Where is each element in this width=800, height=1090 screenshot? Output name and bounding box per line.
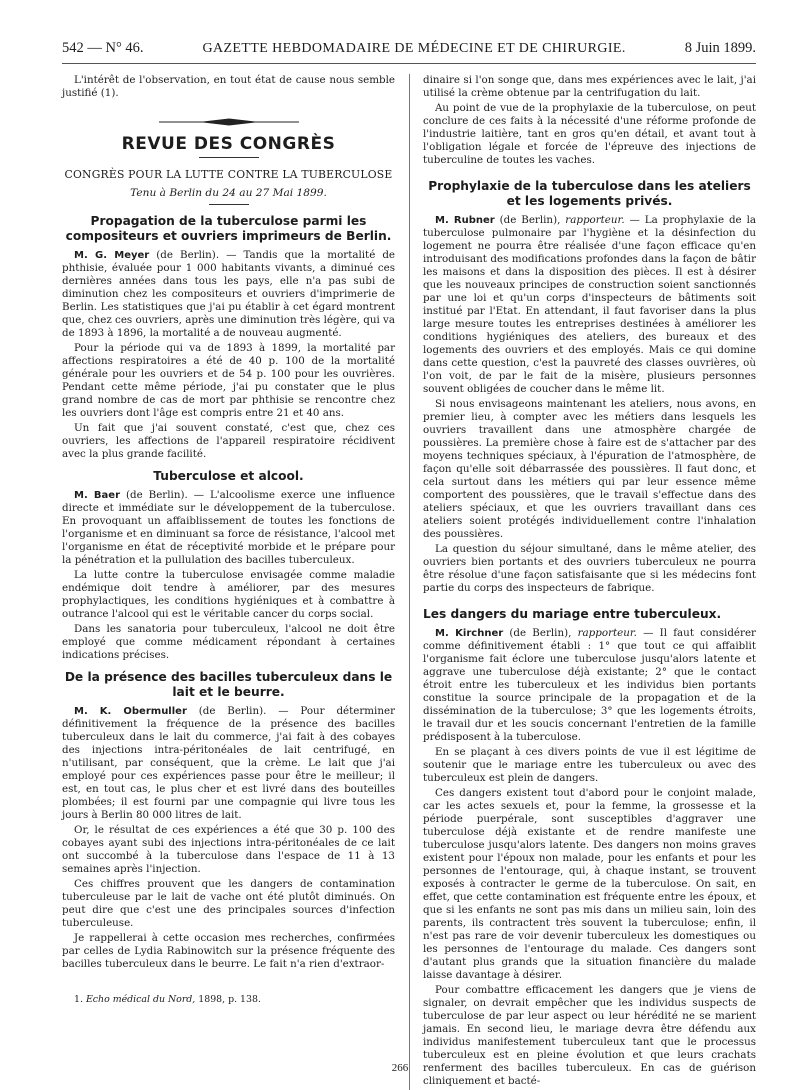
congress-rule xyxy=(209,204,249,205)
author-name: M. K. Obermuller xyxy=(74,706,187,717)
footnote-reference: 1898, p. 138. xyxy=(198,994,261,1005)
article-title-mariage: Les dangers du mariage entre tuberculeux. xyxy=(423,607,722,621)
paragraph-text: — Il faut considérer comme définitivement établi : 1° que tout ce qui affaiblit l'organisme fait éclore une tuberculose jusqu'alors latente et aggrave une tuberculose déjà existante; 2° que le contact étroit entre les tuberculeux et les individus bien portants constitue la source principale de la propagation et de la dissémination de la tuberculose; 3° que les logements étroits, le travail dur et les soucis concernant l'entretien de la famille prédisposent à la tuberculose. xyxy=(423,627,756,743)
article-paragraph: Dans les sanatoria pour tuberculeux, l'alcool ne doit être employé que comme médicament répondant à certaines indications précises. xyxy=(62,623,395,661)
continued-paragraph: dinaire si l'on songe que, dans mes expériences avec le lait, j'ai utilisé la crème obtenue par la centrifugation du lait. xyxy=(423,74,756,99)
heading-rule xyxy=(199,157,259,158)
article-title-prophylaxie: Prophylaxie de la tuberculose dans les ateliers et les logements privés. xyxy=(428,179,751,208)
footnote-number: 1. xyxy=(74,994,83,1005)
article-title-propagation: Propagation de la tuberculose parmi les compositeurs et ouvriers imprimeurs de Berlin. xyxy=(65,214,392,243)
article-paragraph: La question du séjour simultané, dans le même atelier, des ouvriers bien portants et des ouvriers tuberculeux ne pourra être résolue d'une façon satisfaisante que si les médecins font partie du corps des inspecteurs de fabrique. xyxy=(423,543,756,594)
article-paragraph: Pour la période qui va de 1893 à 1899, la mortalité par affections respiratoires a été de 40 p. 100 de la mortalité générale pour les ouvriers et de 54 p. 100 pour les ouvrières. Pendant cette même période, j'ai pu constater que le plus grand nombre de cas de mort par phthisie se rencontre chez les ouvriers dont l'âge est compris entre 21 et 40 ans. xyxy=(62,342,395,419)
article-paragraph: Or, le résultat de ces expériences a été que 30 p. 100 des cobayes ayant subi des injections intra-péritonéales de ce lait ont succombé à la tuberculose dans l'espace de 11 à 13 semaines après l'injection. xyxy=(62,824,395,875)
ornament-rule-icon xyxy=(159,118,299,126)
article-paragraph: Un fait que j'ai souvent constaté, c'est que, chez ces ouvriers, les affections de l'appareil respiratoire récidivent avec la plus grande facilité. xyxy=(62,422,395,460)
congress-title: CONGRÈS POUR LA LUTTE CONTRE LA TUBERCULOSE xyxy=(64,168,393,181)
author-name: M. Rubner xyxy=(435,215,495,226)
author-name: M. Baer xyxy=(74,490,121,501)
paragraph-text: (de Berlin). — L'alcoolisme exerce une influence directe et immédiate sur le développement de la tuberculose. En provoquant un affaiblissement de toutes les fonctions de l'organisme et en diminuant sa force de résistance, l'alcool met l'organisme en état de réceptivité morbide et le prépare pour la pénétration et la pullulation des bacilles tuberculeux. xyxy=(62,489,395,566)
article-paragraph xyxy=(62,489,395,567)
article-paragraph xyxy=(62,705,395,822)
two-column-body xyxy=(62,74,756,1090)
ornament-divider xyxy=(62,118,395,126)
congress-dates: Tenu à Berlin du 24 au 27 Mai 1899. xyxy=(130,187,327,199)
left-column xyxy=(62,74,395,1090)
running-header xyxy=(62,40,756,64)
author-role: rapporteur. xyxy=(577,627,637,639)
header-page-issue: 542 — N° 46. xyxy=(62,40,144,56)
article-paragraph: Ces chiffres prouvent que les dangers de contamination tuberculeuse par le lait de vache ont été plutôt diminués. On peut dire que c'est une des principales sources d'infection tuberculeuse. xyxy=(62,878,395,929)
article-paragraph: Pour combattre efficacement les dangers que je viens de signaler, on devrait empêcher que les individus suspects de tuberculose de par leur aspect ou leur hérédité ne se marient jamais. En second lieu, le mariage devra être défendu aux individus manifestement tuberculeux tant que le processus tuberculeux est en pleine évolution et que leurs crachats renferment des bacilles tuberculeux. En cas de guérison cliniquement et bacté- xyxy=(423,984,756,1087)
article-paragraph: Ces dangers existent tout d'abord pour le conjoint malade, car les actes sexuels et, pour la femme, la grossesse et la période puerpérale, sont susceptibles d'aggraver une tuberculose déjà existante et de rendre manifeste une tuberculose jusqu'alors latente. Des dangers non moins graves existent pour l'époux non malade, pour les enfants et pour les personnes de l'entourage, qui, à chaque instant, se trouvent exposés à contracter le germe de la tuberculose. On sait, en effet, que cette contamination est fréquente entre les époux, et que si les enfants ne sont pas mis dans un milieu sain, loin des parents, ils contractent très souvent la tuberculose; enfin, il n'est pas rare de voir devenir tuberculeux les domestiques ou les personnes de l'entourage du malade. Ces dangers sont d'autant plus grands que la situation financière du malade laisse davantage à désirer. xyxy=(423,787,756,981)
intro-paragraph: L'intérêt de l'observation, en tout état de cause nous semble justifié (1). xyxy=(62,74,395,99)
article-paragraph: Je rappellerai à cette occasion mes recherches, confirmées par celles de Lydia Rabinowitch sur la présence fréquente des bacilles tuberculeux dans le beurre. Le fait n'a rien d'extraor- xyxy=(62,932,395,970)
article-paragraph: Au point de vue de la prophylaxie de la tuberculose, on peut conclure de ces faits à la nécessité d'une réforme profonde de l'industrie laitière, tant en gros qu'en détail, et avant tout à l'obligation légale et forcée de l'épreuve des injections de tuberculine de toutes les vaches. xyxy=(423,102,756,166)
footnote xyxy=(62,993,395,1006)
author-origin: (de Berlin), xyxy=(509,627,572,639)
article-paragraph xyxy=(62,249,395,340)
section-heading-revue: REVUE DES CONGRÈS xyxy=(121,134,336,154)
article-title-bacilles: De la présence des bacilles tuberculeux dans le lait et le beurre. xyxy=(64,670,393,699)
author-name: M. G. Meyer xyxy=(74,250,150,261)
paragraph-text: — La prophylaxie de la tuberculose pulmonaire par l'hygiène et la désinfection du logement ne pourra être réalisée d'une façon efficace qu'en introduisant des modifications profondes dans la façon de bâtir les maisons et dans la disposition des pièces. Il est à désirer que les nouveaux principes de construction soient sanctionnés par une loi et qu'un corps d'inspecteurs de bâtiments soit institué par l'Etat. En attendant, il faut favoriser dans la plus large mesure toutes les entreprises destinées à améliorer les conditions hygiéniques des ateliers, des bureaux et des logements des ouvriers et des employés. Mais ce qui domine dans cette question, c'est la pauvreté des classes ouvrières, où l'on voit, de par le fait de la misère, plusieurs personnes souvent obligées de coucher dans le même lit. xyxy=(423,214,756,395)
header-date: 8 Juin 1899. xyxy=(684,40,756,56)
paragraph-text: (de Berlin). — Pour déterminer définitivement la fréquence de la présence des bacilles tuberculeux dans le lait du commerce, j'ai fait à des cobayes des injections intra-péritonéales de lait centrifugé, en n'utilisant, par conséquent, que la crème. Le lait que j'ai employé pour ces expériences passe pour être le meilleur; il est, en tout cas, le plus cher et est livré dans des bouteilles plombées; il est fourni par une compagnie qui livre tous les jours à Berlin 80 000 litres de lait. xyxy=(62,705,395,821)
paragraph-text: (de Berlin). — Tandis que la mortalité de phthisie, évaluée pour 1 000 habitants vivants, a diminué ces dernières années dans tous les pays, elle n'a pas subi de diminution chez les compositeurs et ouvriers d'imprimerie de Berlin. Les statistiques que j'ai pu établir à cet égard montrent que, chez ces ouvriers, après une diminution très légère, qui va de 1893 à 1896, la mortalité a de nouveau augmenté. xyxy=(62,249,396,339)
article-title-alcool: Tuberculose et alcool. xyxy=(153,469,304,483)
article-paragraph xyxy=(423,214,756,396)
right-column xyxy=(423,74,756,1090)
column-divider xyxy=(409,74,410,1090)
article-paragraph: La lutte contre la tuberculose envisagée comme maladie endémique doit tendre à améliorer, par des mesures prophylactiques, les conditions hygiéniques et à combattre à outrance l'alcool qui est le véritable cancer du corps social. xyxy=(62,569,395,620)
author-name: M. Kirchner xyxy=(435,628,504,639)
header-journal-title: GAZETTE HEBDOMADAIRE DE MÉDECINE ET DE CHIRURGIE. xyxy=(202,41,626,56)
author-role: rapporteur. xyxy=(565,214,625,226)
author-origin: (de Berlin), xyxy=(499,214,561,226)
page-number: 266 xyxy=(391,1062,409,1074)
article-paragraph xyxy=(423,627,756,744)
article-paragraph: En se plaçant à ces divers points de vue il est légitime de soutenir que le mariage entre les tuberculeux ou avec des tuberculeux est plein de dangers. xyxy=(423,746,756,784)
article-paragraph: Si nous envisageons maintenant les ateliers, nous avons, en premier lieu, à compter avec les métiers dans lesquels les ouvriers travaillent dans une atmosphère chargée de poussières. La première chose à faire est de s'attacher par des moyens techniques spéciaux, à l'épuration de l'atmosphère, de façon qu'elle soit débarrassée des poussières. Il faut donc, et cela surtout dans les métiers qui par leur essence même comportent des poussières, que le travail s'effectue dans des ateliers spéciaux, et que les ouvriers travaillant dans ces ateliers soient protégés individuellement contre l'inhalation des poussières. xyxy=(423,398,756,540)
footnote-source: Echo médical du Nord, xyxy=(85,994,196,1005)
